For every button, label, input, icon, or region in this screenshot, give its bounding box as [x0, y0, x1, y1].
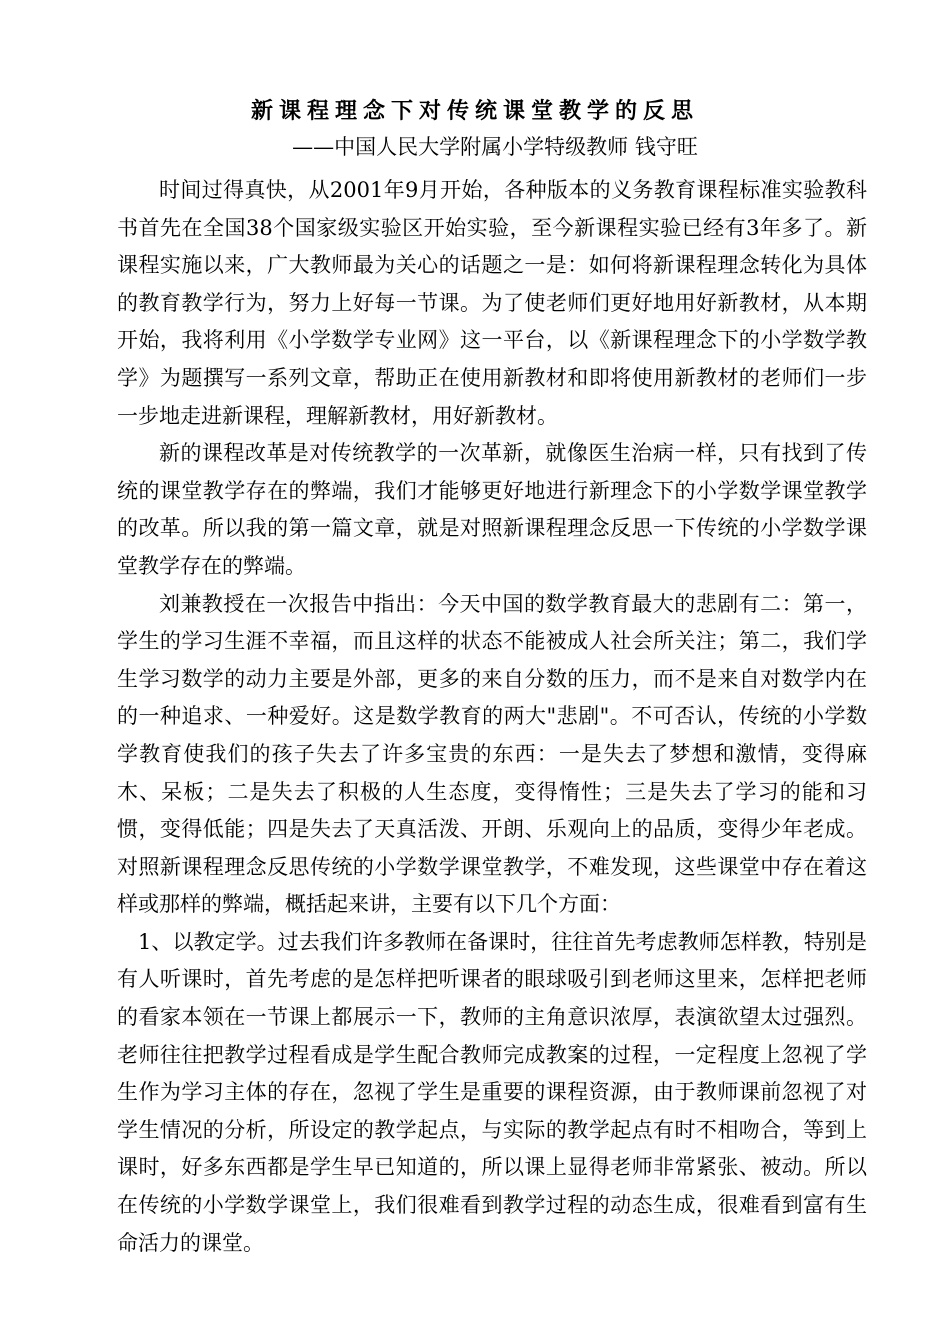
paragraph-reform: 新的课程改革是对传统教学的一次革新，就像医生治病一样，只有找到了传统的课堂教学存在的弊端，我们才能够更好地进行新理念下的小学数学课堂教学的改革。所以我的第一篇文章，就是对照新课程理念反思一下传统的小学数学课堂教学存在的弊端。: [117, 441, 867, 578]
paragraph-intro: 时间过得真快，从2001年9月开始，各种版本的义务教育课程标准实验教科书首先在全国38个国家级实验区开始实验，至今新课程实验已经有3年多了。新课程实施以来，广大教师最为关心的话题之一是：如何将新课程理念转化为具体的教育教学行为，努力上好每一节课。为了使老师们更好地用好新教材，从本期开始，我将利用《小学数学专业网》这一平台，以《新课程理念下的小学数学教学》为题撰写一系列文章，帮助正在使用新教材和即将使用新教材的老师们一步一步地走进新课程，理解新教材，用好新教材。: [117, 178, 867, 428]
author-byline: ——中国人民大学附属小学特级教师 钱守旺: [292, 135, 698, 159]
paragraph-point-1: 1、以教定学。过去我们许多教师在备课时，往往首先考虑教师怎样教，特别是有人听课时，首先考虑的是怎样把听课者的眼球吸引到老师这里来，怎样把老师的看家本领在一节课上都展示一下，教师的主角意识浓厚，表演欲望太过强烈。老师往往把教学过程看成是学生配合教师完成教案的过程，一定程度上忽视了学生作为学习主体的存在，忽视了学生是重要的课程资源，由于教师课前忽视了对学生情况的分析，所设定的教学起点，与实际的教学起点有时不相吻合，等到上课时，好多东西都是学生早已知道的，所以课上显得老师非常紧张、被动。所以在传统的小学数学课堂上，我们很难看到教学过程的动态生成，很难看到富有生命活力的课堂。: [117, 929, 867, 1255]
paragraph-quote: 刘兼教授在一次报告中指出：今天中国的数学教育最大的悲剧有二：第一，学生的学习生涯不幸福，而且这样的状态不能被成人社会所关注；第二，我们学生学习数学的动力主要是外部，更多的来自分数的压力，而不是来自对数学内在的一种追求、一种爱好。这是数学教育的两大"悲剧"。不可否认，传统的小学数学教育使我们的孩子失去了许多宝贵的东西：一是失去了梦想和激情，变得麻木、呆板；二是失去了积极的人生态度，变得惰性；三是失去了学习的能和习惯，变得低能；四是失去了天真活泼、开朗、乐观向上的品质，变得少年老成。对照新课程理念反思传统的小学数学课堂教学，不难发现，这些课堂中存在着这样或那样的弊端，概括起来讲，主要有以下几个方面：: [117, 591, 867, 917]
document-title: 新课程理念下对传统课堂教学的反思: [250, 98, 699, 124]
document-body: [117, 172, 867, 1262]
